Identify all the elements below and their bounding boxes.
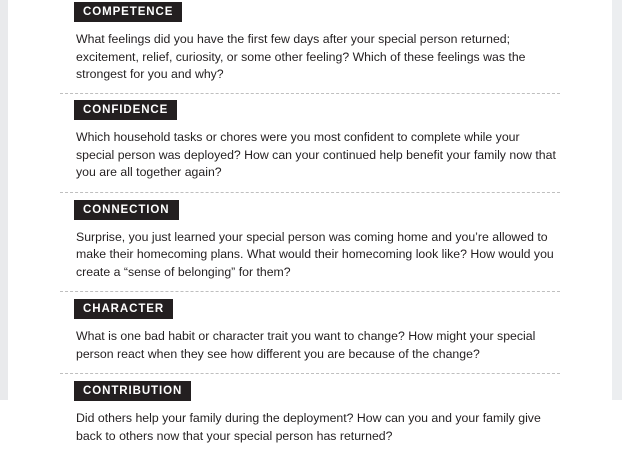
section-text-connection: Surprise, you just learned your special person was coming home and you’re allowed to make their homecoming plans. What would their homecoming look like? How would you create a “sense of belonging” for them? [76, 229, 554, 279]
section-confidence [60, 94, 560, 191]
section-tag-wrap [60, 0, 560, 31]
section-text-competence: What feelings did you have the first few days after your special person returned; excitement, relief, curiosity, or some other feeling? Which of these feelings was the strongest for you and why? [76, 32, 526, 81]
section-tag-wrap [60, 200, 560, 229]
section-text-confidence: Which household tasks or chores were you most confident to complete while your special person was deployed? How can your continued help benefit your family now that you are all together again? [76, 130, 556, 180]
page-right-edge [612, 0, 622, 400]
section-connection [60, 193, 560, 291]
section-character [60, 292, 560, 373]
section-contribution [60, 374, 560, 455]
section-tag-contribution: CONTRIBUTION [74, 381, 191, 401]
section-competence [60, 0, 560, 93]
section-tag-wrap [60, 381, 560, 410]
section-text-character: What is one bad habit or character trait you want to change? How might your special person react when they see how different you are because of the change? [76, 329, 536, 361]
section-tag-confidence: CONFIDENCE [74, 100, 177, 120]
section-tag-competence: COMPETENCE [74, 2, 182, 22]
sections-container [60, 0, 560, 455]
page-left-edge [0, 0, 8, 400]
section-tag-connection: CONNECTION [74, 200, 179, 220]
section-text-contribution: Did others help your family during the deployment? How can you and your family give back to others now that your special person has returned? [76, 411, 541, 443]
section-tag-character: CHARACTER [74, 299, 173, 319]
section-tag-wrap [60, 100, 560, 129]
section-tag-wrap [60, 299, 560, 328]
